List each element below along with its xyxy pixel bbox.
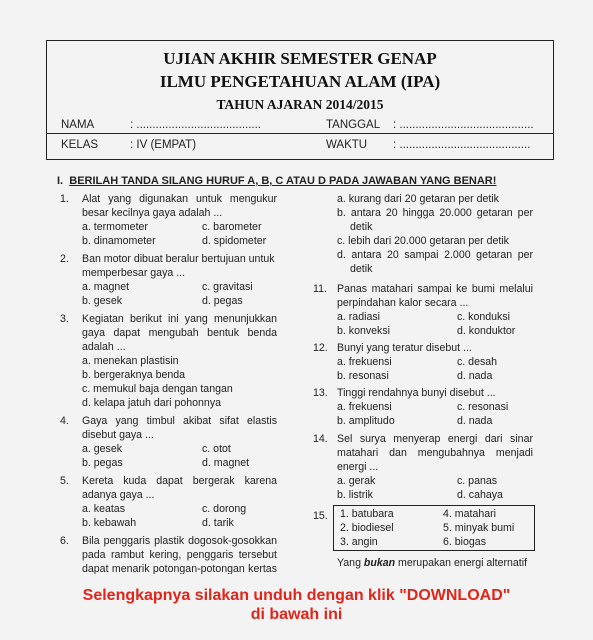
question-text: Kegiatan berikut ini yang menunjukkan	[82, 313, 277, 325]
waktu-label: WAKTU	[326, 139, 368, 151]
option-d: d. magnet	[202, 457, 250, 469]
question-number: 13.	[313, 387, 328, 399]
kelas-label: KELAS	[61, 139, 99, 151]
question-text: Bunyi yang teratur disebut ...	[337, 342, 472, 354]
question-text: besar kecilnya gaya adalah ...	[82, 207, 223, 219]
header-divider	[47, 133, 553, 134]
question-text: matahari dan mengubahnya menjadi	[337, 447, 533, 459]
list-item: 4. matahari	[443, 508, 496, 520]
option-a: a. magnet	[82, 281, 130, 293]
option-d: d. antara 20 sampai 2.000 getaran per	[337, 249, 533, 261]
list-item: 3. angin	[340, 536, 378, 548]
question-text: gaya dapat mengubah bentuk benda	[82, 327, 277, 339]
exam-header	[46, 40, 554, 160]
option-a: a. frekuensi	[337, 356, 392, 368]
option-d-cont: detik	[350, 263, 373, 275]
option-b: b. pegas	[82, 457, 123, 469]
option-a: a. kurang dari 20 getaran per detik	[337, 193, 499, 205]
stem-suffix: merupakan energi alternatif	[395, 557, 528, 569]
question-number: 1.	[60, 193, 69, 205]
option-b: b. dinamometer	[82, 235, 156, 247]
question-text: Sel surya menyerap energi dari sinar	[337, 433, 533, 445]
list-item: 5. minyak bumi	[443, 522, 515, 534]
question-number: 4.	[60, 415, 69, 427]
section-title: BERILAH TANDA SILANG HURUF A, B, C ATAU D PADA JAWABAN YANG BENAR!	[69, 175, 497, 187]
question-text: perpindahan kalor secara ...	[337, 297, 469, 309]
option-b: b. konveksi	[337, 325, 390, 337]
question-number: 11.	[313, 283, 327, 295]
option-c: c. konduksi	[457, 311, 510, 323]
question-text: pada rambut kering, penggaris tersebut	[82, 549, 277, 561]
download-notice: Selengkapnya silakan unduh dengan klik "DOWNLOAD"	[82, 587, 511, 604]
question-number: 15.	[313, 510, 328, 522]
option-a: a. radiasi	[337, 311, 380, 323]
section-number: I.	[57, 175, 64, 187]
option-d: d. cahaya	[457, 489, 503, 501]
option-b: b. antara 20 hingga 20.000 getaran per	[337, 207, 533, 219]
question-text: Kereta kuda dapat bergerak karena	[82, 475, 277, 487]
option-c: c. barometer	[202, 221, 262, 233]
list-item: 1. batubara	[340, 508, 394, 520]
waktu-field: : .........................................	[393, 139, 531, 151]
question-text: Panas matahari sampai ke bumi melalui	[337, 283, 533, 295]
question-number: 12.	[313, 342, 328, 354]
option-b: b. kebawah	[82, 517, 137, 529]
question-text: memperbesar gaya ...	[82, 267, 186, 279]
stem-emphasis: bukan	[363, 557, 396, 569]
kelas-field: : IV (EMPAT)	[130, 139, 197, 151]
subject-title: ILMU PENGETAHUAN ALAM (IPA)	[159, 72, 441, 91]
tanggal-field: : ..........................................	[393, 119, 534, 131]
option-c: c. dorong	[202, 503, 247, 515]
question-text: dapat menarik potongan-potongan kertas	[82, 563, 277, 574]
option-c: c. resonasi	[457, 401, 509, 413]
question-number: 6.	[60, 535, 69, 547]
question-text	[337, 556, 527, 570]
question-text: disebut gaya ...	[82, 429, 154, 441]
option-d: d. pegas	[202, 295, 243, 307]
question-text: adanya gaya ...	[82, 489, 155, 501]
section-heading	[57, 175, 496, 187]
list-item: 6. biogas	[443, 536, 486, 548]
option-b: b. gesek	[82, 295, 123, 307]
option-a: a. gerak	[337, 475, 376, 487]
exam-title: UJIAN AKHIR SEMESTER GENAP	[163, 49, 437, 68]
option-d: d. kelapa jatuh dari pohonnya	[82, 397, 222, 409]
option-b-cont: detik	[350, 221, 373, 233]
option-d: d. nada	[457, 415, 493, 427]
option-a: a. frekuensi	[337, 401, 392, 413]
question-text: Ban motor dibuat beralur bertujuan untuk	[82, 253, 275, 265]
question-text: Tinggi rendahnya bunyi disebut ...	[337, 387, 496, 399]
download-notice-sub: di bawah ini	[250, 606, 343, 623]
stem-prefix: Yang	[337, 557, 364, 569]
nama-field: : .......................................	[130, 119, 261, 131]
question-text: adalah ...	[82, 341, 126, 353]
option-c: c. gravitasi	[202, 281, 253, 293]
question-text: Bila penggaris plastik dogosok-gosokkan	[82, 535, 277, 547]
option-c: c. memukul baja dengan tangan	[82, 383, 233, 395]
question-number: 2.	[60, 253, 69, 265]
question-text: Alat yang digunakan untuk mengukur	[82, 193, 277, 205]
option-a: a. gesek	[82, 443, 123, 455]
option-a: a. menekan plastisin	[82, 355, 179, 367]
option-a: a. termometer	[82, 221, 148, 233]
list-item: 2. biodiesel	[340, 522, 394, 534]
option-d: d. tarik	[202, 517, 234, 529]
option-d: d. nada	[457, 370, 493, 382]
option-b: b. bergeraknya benda	[82, 369, 186, 381]
question-text: energi ...	[337, 461, 379, 473]
option-d: d. konduktor	[457, 325, 516, 337]
school-year: TAHUN AJARAN 2014/2015	[216, 97, 384, 112]
option-b: b. listrik	[337, 489, 373, 501]
question-number: 14.	[313, 433, 328, 445]
option-b: b. amplitudo	[337, 415, 395, 427]
option-a: a. keatas	[82, 503, 125, 515]
option-c: c. otot	[202, 443, 231, 455]
nama-label: NAMA	[61, 119, 95, 131]
option-c: c. desah	[457, 356, 498, 368]
question-text: Gaya yang timbul akibat sifat elastis	[82, 415, 277, 427]
option-c: c. lebih dari 20.000 getaran per detik	[337, 235, 509, 247]
question-number: 5.	[60, 475, 69, 487]
tanggal-label: TANGGAL	[326, 119, 381, 131]
question-number: 3.	[60, 313, 69, 325]
option-d: d. spidometer	[202, 235, 267, 247]
option-b: b. resonasi	[337, 370, 389, 382]
option-c: c. panas	[457, 475, 498, 487]
